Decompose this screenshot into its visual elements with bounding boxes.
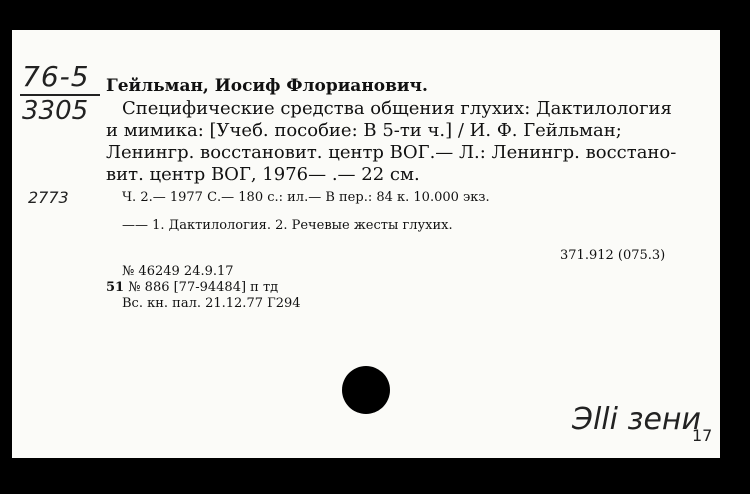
call-number-top: 76-5 xyxy=(22,60,90,93)
title-line-1: Специфические средства общения глухих: Дактилология xyxy=(122,98,672,119)
volume-line: Ч. 2.— 1977 С.— 180 с.: ил.— В пер.: 84 к. 10.000 экз. xyxy=(122,190,490,205)
note-line-2-text: № 886 [77-94484] п тд xyxy=(128,280,279,295)
handwritten-signature: Эllі зени xyxy=(572,402,702,437)
title-line-3: Ленингр. восстановит. центр ВОГ.— Л.: Ленингр. восстано- xyxy=(106,142,677,163)
punch-hole xyxy=(342,366,390,414)
note-line-1: № 46249 24.9.17 xyxy=(122,264,234,279)
handwritten-side-mark: 2773 xyxy=(28,188,69,207)
handwritten-signature-number: 17 xyxy=(692,426,713,445)
title-line-2: и мимика: [Учеб. пособие: В 5-ти ч.] / И. Ф. Гейльман; xyxy=(106,120,622,141)
catalog-card xyxy=(12,30,720,458)
subject-headings: —— 1. Дактилология. 2. Речевые жесты глухих. xyxy=(122,218,453,233)
call-number-bottom: 3305 xyxy=(22,96,89,126)
author-heading: Гейльман, Иосиф Флорианович. xyxy=(106,76,428,96)
note-line-3: Вс. кн. пал. 21.12.77 Г294 xyxy=(122,296,301,311)
note-line-2 xyxy=(106,280,278,295)
classification-number: 371.912 (075.3) xyxy=(560,248,666,263)
title-line-4: вит. центр ВОГ, 1976— .— 22 см. xyxy=(106,164,420,185)
note-line-2-prefix: 51 xyxy=(106,280,125,295)
